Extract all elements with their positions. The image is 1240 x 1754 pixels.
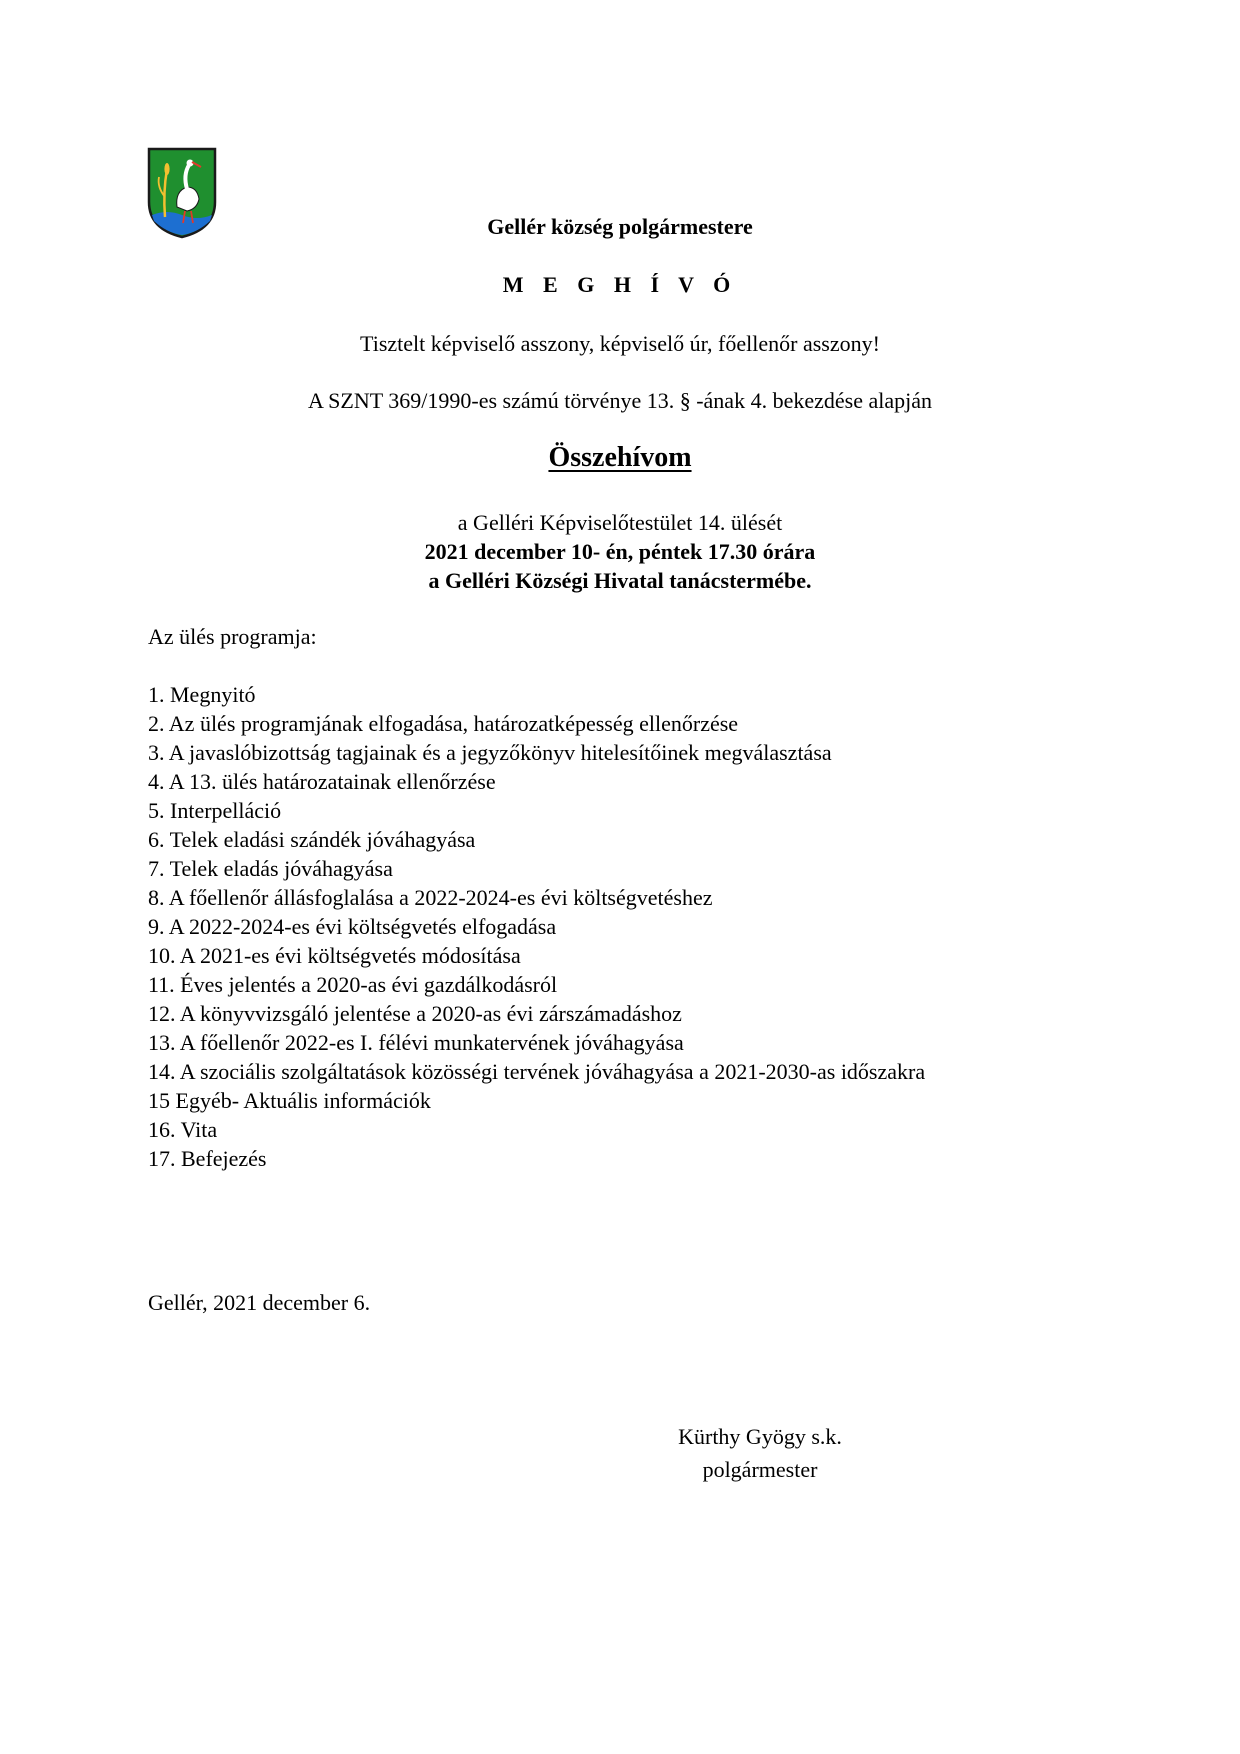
agenda-item: 16. Vita [148, 1117, 218, 1142]
agenda-item: 3. A javaslóbizottság tagjainak és a jegyzőkönyv hitelesítőinek megválasztása [148, 740, 832, 765]
signature-block [640, 1420, 880, 1486]
meeting-body-line: a Gelléri Képviselőtestület 14. ülését [457, 510, 783, 535]
meeting-datetime-line: 2021 december 10- én, péntek 17.30 órára [424, 539, 816, 564]
agenda-item: 15 Egyéb- Aktuális információk [148, 1088, 431, 1113]
signature-name: Kürthy Gyögy s.k. [678, 1424, 842, 1449]
agenda-item: 1. Megnyitó [148, 682, 256, 707]
programme-label: Az ülés programja: [148, 624, 317, 649]
agenda-item: 8. A főellenőr állásfoglalása a 2022-2024-es évi költségvetéshez [148, 885, 713, 910]
place-date: Gellér, 2021 december 6. [148, 1290, 371, 1315]
agenda-item: 13. A főellenőr 2022-es I. félévi munkatervének jóváhagyása [148, 1030, 684, 1055]
agenda-item: 4. A 13. ülés határozatainak ellenőrzése [148, 769, 496, 794]
agenda-item: 5. Interpelláció [148, 798, 282, 823]
agenda-item: 14. A szociális szolgáltatások közösségi tervének jóváhagyása a 2021-2030-as időszakra [148, 1059, 926, 1084]
meeting-details [0, 508, 1240, 595]
convene-title: Összehívom [548, 442, 692, 473]
agenda-item: 12. A könyvvizsgáló jelentése a 2020-as évi zárszámadáshoz [148, 1001, 682, 1026]
agenda-item: 9. A 2022-2024-es évi költségvetés elfogadása [148, 914, 557, 939]
agenda-list [148, 680, 925, 1173]
agenda-item: 6. Telek eladási szándék jóváhagyása [148, 827, 476, 852]
signature-title: polgármester [702, 1457, 818, 1482]
invitation-title: M E G H Í V Ó [502, 272, 738, 297]
agenda-item: 7. Telek eladás jóváhagyása [148, 856, 393, 881]
document-heading: Gellér község polgármestere [487, 214, 753, 239]
legal-basis-line: A SZNT 369/1990-es számú törvénye 13. § -ának 4. bekezdése alapján [308, 388, 932, 413]
greeting-line: Tisztelt képviselő asszony, képviselő úr, főellenőr asszony! [360, 331, 880, 356]
agenda-item: 10. A 2021-es évi költségvetés módosítása [148, 943, 521, 968]
agenda-item: 17. Befejezés [148, 1146, 267, 1171]
agenda-item: 2. Az ülés programjának elfogadása, határozatképesség ellenőrzése [148, 711, 739, 736]
meeting-location-line: a Gelléri Községi Hivatal tanácstermébe. [428, 568, 812, 593]
crest-reed-head [164, 163, 169, 175]
agenda-item: 11. Éves jelentés a 2020-as évi gazdálkodásról [148, 972, 558, 997]
